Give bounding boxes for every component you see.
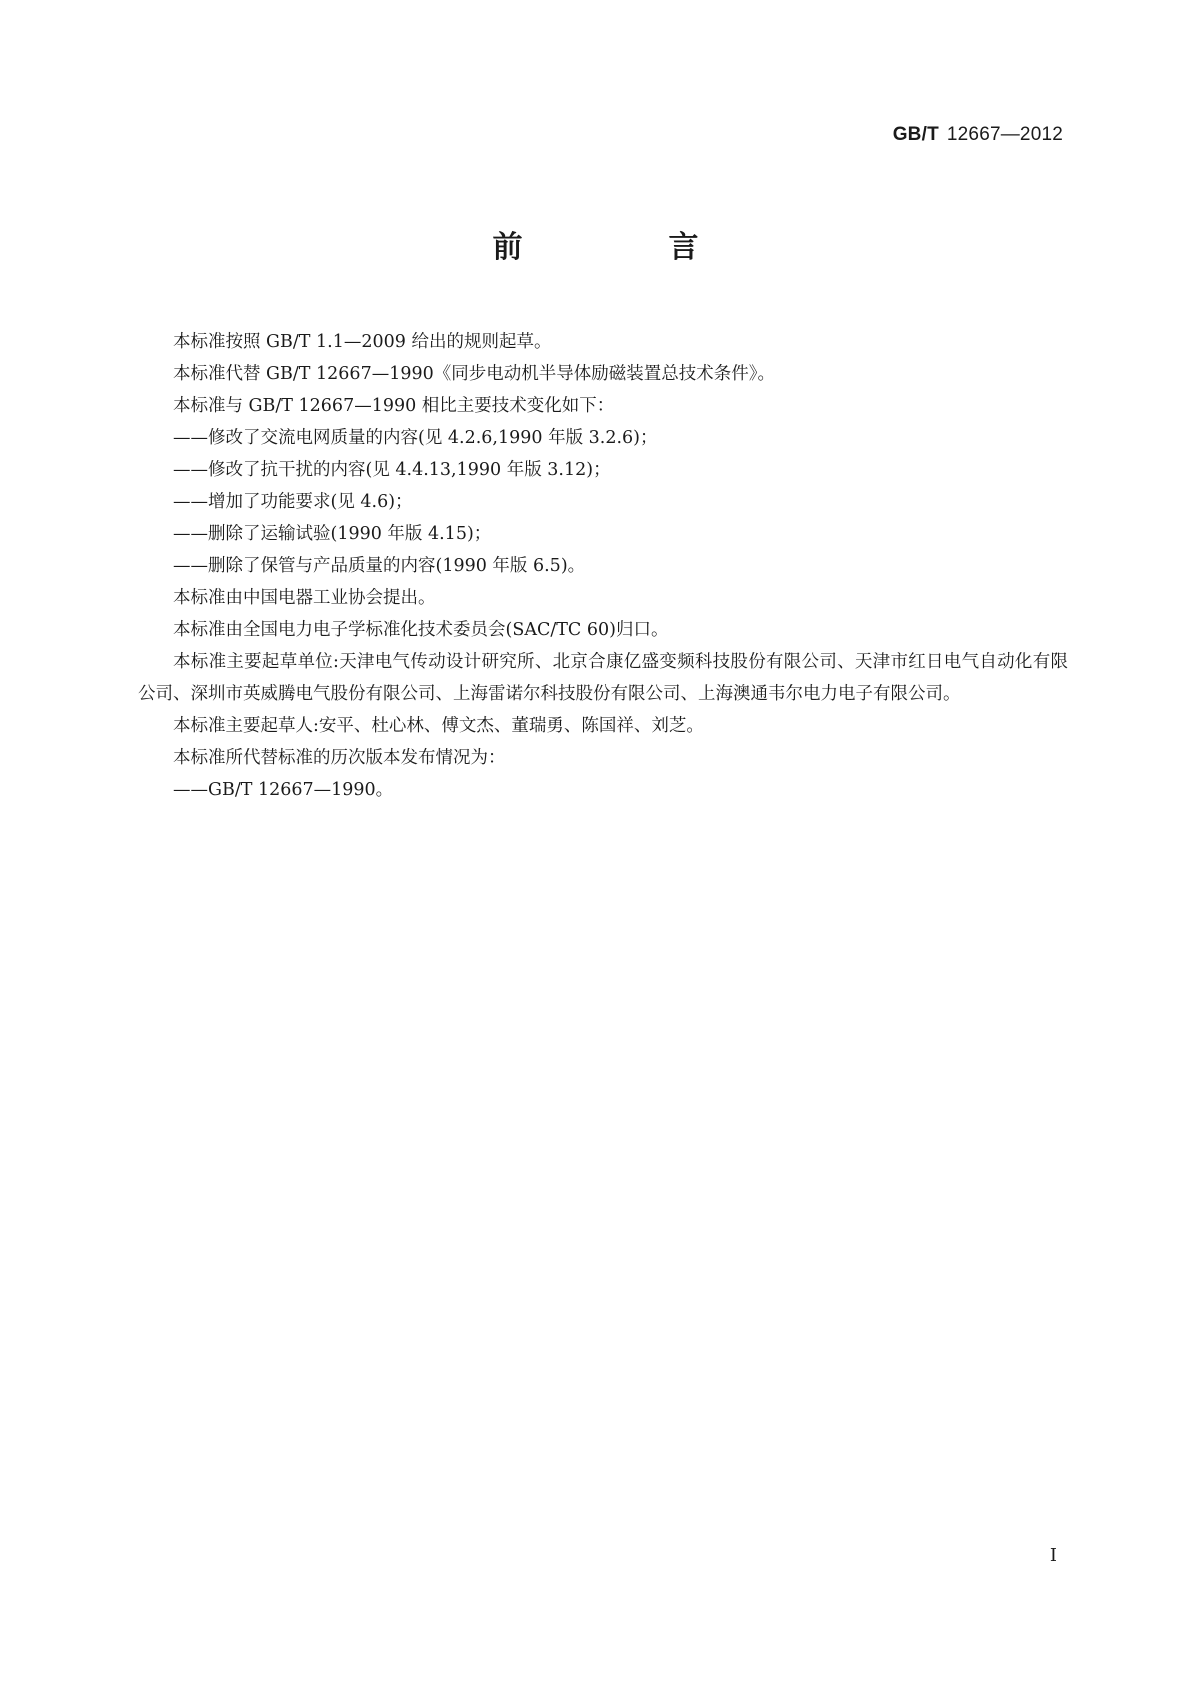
paragraph: 本标准按照 GB/T 1.1—2009 给出的规则起草。 [173, 332, 552, 352]
change-item: ——删除了保管与产品质量的内容(1990 年版 6.5)。 [173, 556, 586, 576]
standard-number [893, 124, 1063, 146]
page-number: I [1049, 1545, 1057, 1566]
foreword-body [138, 326, 1068, 806]
standard-code: 12667—2012 [946, 124, 1063, 145]
paragraph: 本标准代替 GB/T 12667—1990《同步电动机半导体励磁装置总技术条件》。 [173, 364, 775, 384]
change-item: ——修改了交流电网质量的内容(见 4.2.6,1990 年版 3.2.6)； [173, 428, 658, 448]
standard-prefix: GB/T [892, 124, 939, 145]
change-item: ——删除了运输试验(1990 年版 4.15)； [173, 524, 492, 544]
history-item: ——GB/T 12667—1990。 [173, 780, 394, 800]
paragraph: 本标准与 GB/T 12667—1990 相比主要技术变化如下： [173, 396, 615, 416]
change-item: ——增加了功能要求(见 4.6)； [173, 492, 413, 512]
paragraph: 本标准所代替标准的历次版本发布情况为： [173, 748, 506, 768]
paragraph: 本标准由中国电器工业协会提出。 [173, 588, 436, 608]
paragraph: 本标准主要起草人:安平、杜心林、傅文杰、董瑞勇、陈国祥、刘芝。 [173, 716, 704, 736]
change-item: ——修改了抗干扰的内容(见 4.4.13,1990 年版 3.12)； [173, 460, 611, 480]
paragraph: 本标准由全国电力电子学标准化技术委员会(SAC/TC 60)归口。 [173, 620, 669, 640]
paragraph: 本标准主要起草单位:天津电气传动设计研究所、北京合康亿盛变频科技股份有限公司、天津市红日电气自动化有限公司、深圳市英威腾电气股份有限公司、上海雷诺尔科技股份有限公司、上海澳通韦尔电力电子有限公司。 [138, 652, 1068, 704]
page-title: 前 言 [492, 230, 757, 265]
